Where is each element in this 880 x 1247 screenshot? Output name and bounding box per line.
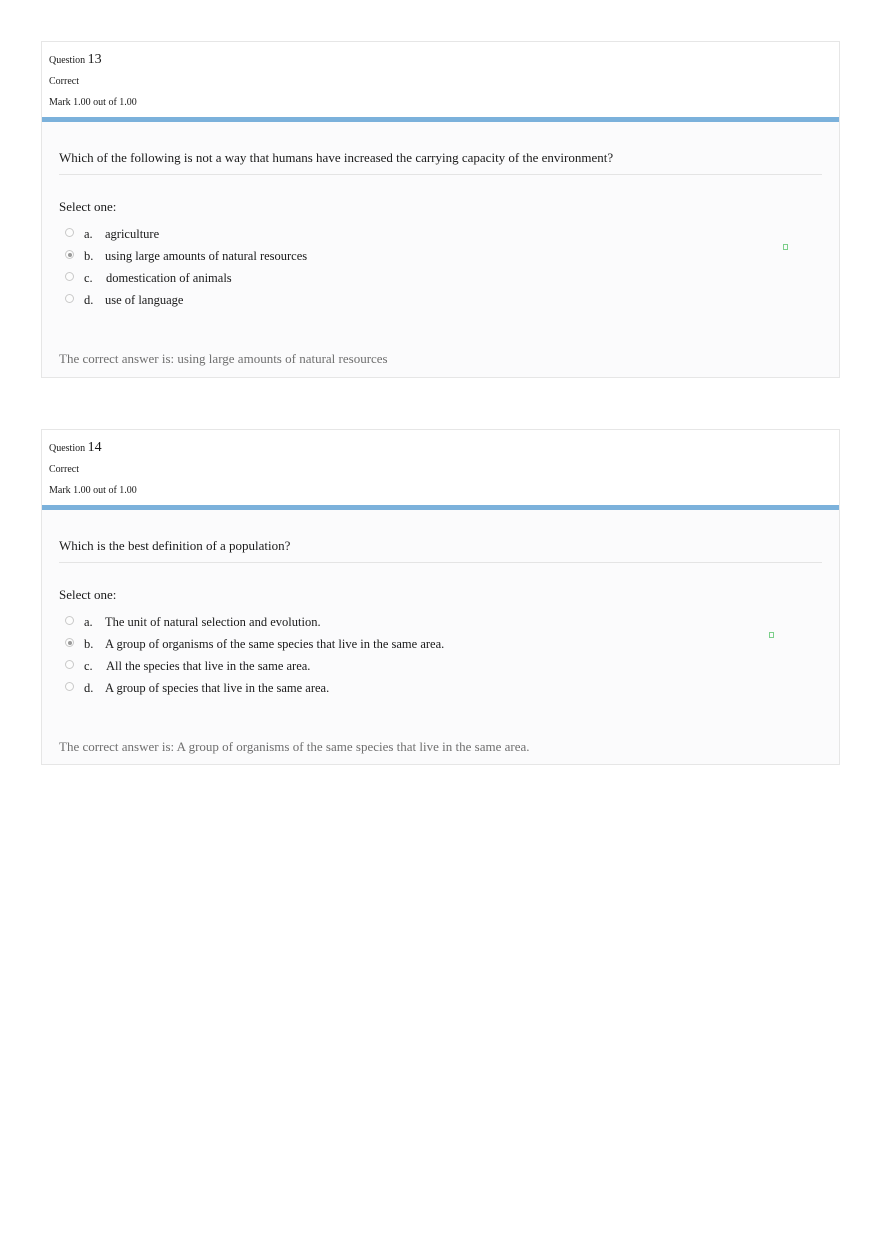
answer-option-d[interactable]: d. A group of species that live in the same area. (59, 677, 822, 699)
answer-option-b[interactable]: b. A group of organisms of the same species that live in the same area. (59, 633, 822, 655)
check-icon (783, 244, 788, 250)
question-number: Question 13 (49, 52, 102, 67)
question-13 (41, 41, 840, 378)
answer-option-a[interactable]: a. agriculture (59, 223, 822, 245)
check-icon (769, 632, 774, 638)
question-state: Correct (49, 76, 79, 87)
radio-button-selected[interactable] (65, 638, 74, 647)
radio-button[interactable] (65, 682, 74, 691)
question-info (42, 430, 839, 505)
question-text: Which is the best definition of a population? (59, 510, 822, 563)
question-body (42, 122, 839, 383)
select-one-label: Select one: (59, 199, 117, 214)
radio-button[interactable] (65, 660, 74, 669)
answer-options (59, 611, 822, 699)
answer-option-a[interactable]: a. The unit of natural selection and evolution. (59, 611, 822, 633)
radio-button-selected[interactable] (65, 250, 74, 259)
question-number: Question 14 (49, 440, 102, 455)
answer-option-d[interactable]: d. use of language (59, 289, 822, 311)
answer-options (59, 223, 822, 311)
correct-answer-feedback: The correct answer is: A group of organisms of the same species that live in the same area. (59, 739, 530, 754)
radio-button[interactable] (65, 272, 74, 281)
question-body (42, 510, 839, 771)
question-state: Correct (49, 464, 79, 475)
radio-button[interactable] (65, 228, 74, 237)
select-one-label: Select one: (59, 587, 117, 602)
question-grade: Mark 1.00 out of 1.00 (49, 97, 137, 108)
answer-option-c[interactable]: c. All the species that live in the same area. (59, 655, 822, 677)
correct-answer-feedback: The correct answer is: using large amounts of natural resources (59, 351, 388, 366)
answer-option-c[interactable]: c. domestication of animals (59, 267, 822, 289)
question-info (42, 42, 839, 117)
radio-button[interactable] (65, 616, 74, 625)
answer-option-b[interactable]: b. using large amounts of natural resources (59, 245, 822, 267)
question-14 (41, 429, 840, 765)
question-text: Which of the following is not a way that humans have increased the carrying capacity of the environment? (59, 122, 822, 175)
question-grade: Mark 1.00 out of 1.00 (49, 485, 137, 496)
radio-button[interactable] (65, 294, 74, 303)
